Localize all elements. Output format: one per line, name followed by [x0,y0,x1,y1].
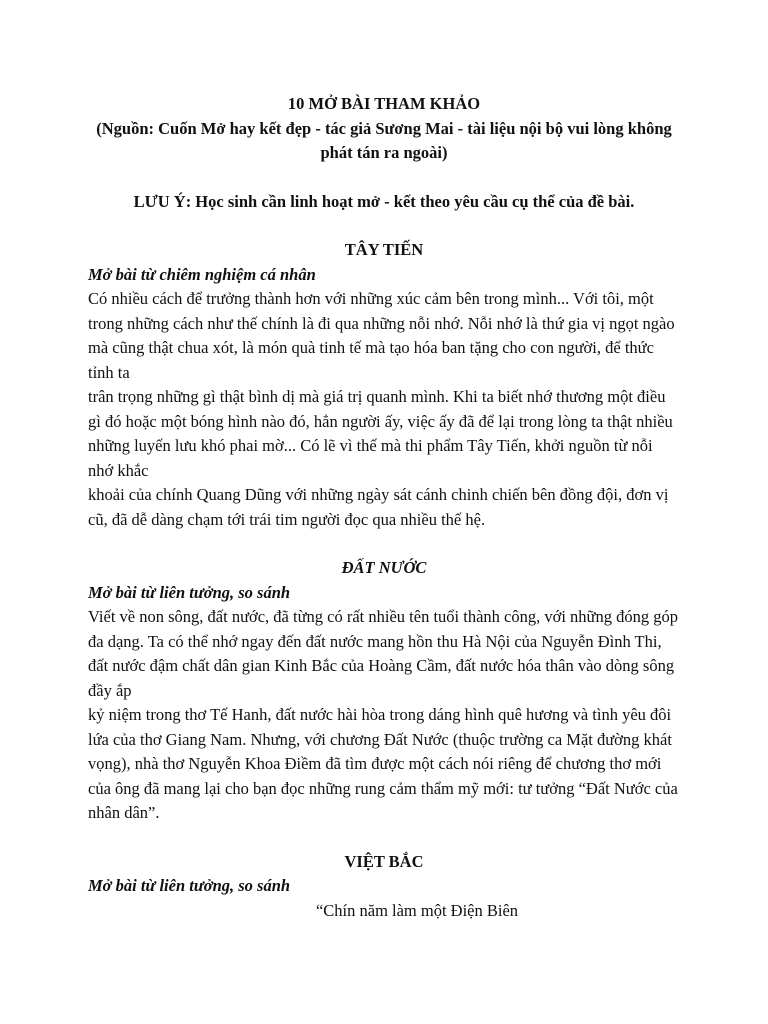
document-page [88,92,680,923]
section-subheading-dat-nuoc: Mở bài từ liên tưởng, so sánh [88,582,291,602]
section-heading-tay-tien: TÂY TIẾN [344,240,424,259]
section-subheading-tay-tien: Mở bài từ chiêm nghiệm cá nhân [88,264,316,284]
paragraph: kỷ niệm trong thơ Tế Hanh, đất nước hài hòa trong dáng hình quê hương và tình yêu đôi lứa của thơ Giang Nam. Nhưng, với chương Đất Nước (thuộc trường ca Mặt đường khát vọng), nhà thơ Nguyễn Khoa Điềm đã tìm được một cách nói riêng để chương thơ mới của ông đã mang lại cho bạn đọc những rung cảm thẩm mỹ mới: tư tưởng “Đất Nước của nhân dân”. [88,705,678,822]
document-note: LƯU Ý: Học sinh cần linh hoạt mở - kết theo yêu cầu cụ thể của đề bài. [133,191,635,211]
section-heading-viet-bac: VIỆT BẮC [344,851,424,871]
poem-quote: “Chín năm làm một Điện Biên [315,900,519,920]
document-title: 10 MỞ BÀI THAM KHẢO [287,94,481,113]
paragraph: Có nhiều cách để trưởng thành hơn với những xúc cảm bên trong mình... Với tôi, một trong những cách như thế chính là đi qua những nỗi nhớ. Nỗi nhớ là thứ gia vị ngọt ngào mà cũng thật chua xót, là món quà tinh tế mà tạo hóa ban tặng cho con người, để thức tỉnh ta [88,289,675,382]
paragraph: Viết về non sông, đất nước, đã từng có rất nhiều tên tuổi thành công, với những đóng góp đa dạng. Ta có thể nhớ ngay đến đất nước mang hồn thu Hà Nội của Nguyễn Đình Thi, đất nước đậm chất dân gian Kinh Bắc của Hoàng Cầm, đất nước hóa thân vào dòng sông đầy ắp [88,607,678,700]
document-source: (Nguồn: Cuốn Mở hay kết đẹp - tác giả Sương Mai - tài liệu nội bộ vui lòng không phát tán ra ngoài) [96,118,672,162]
paragraph: khoải của chính Quang Dũng với những ngày sát cánh chinh chiến bên đồng đội, đơn vị cũ, đã dễ dàng chạm tới trái tim người đọc qua nhiều thế hệ. [88,485,669,529]
section-heading-dat-nuoc: ĐẤT NƯỚC [341,558,427,577]
paragraph: trân trọng những gì thật bình dị mà giá trị quanh mình. Khi ta biết nhớ thương một điều gì đó hoặc một bóng hình nào đó, hẳn người ấy, việc ấy đã để lại trong lòng ta thật nhiều những luyến lưu khó phai mờ... Có lẽ vì thế mà thi phẩm Tây Tiến, khởi nguồn từ nỗi nhớ khắc [88,387,673,480]
section-subheading-viet-bac: Mở bài từ liên tưởng, so sánh [88,876,291,895]
